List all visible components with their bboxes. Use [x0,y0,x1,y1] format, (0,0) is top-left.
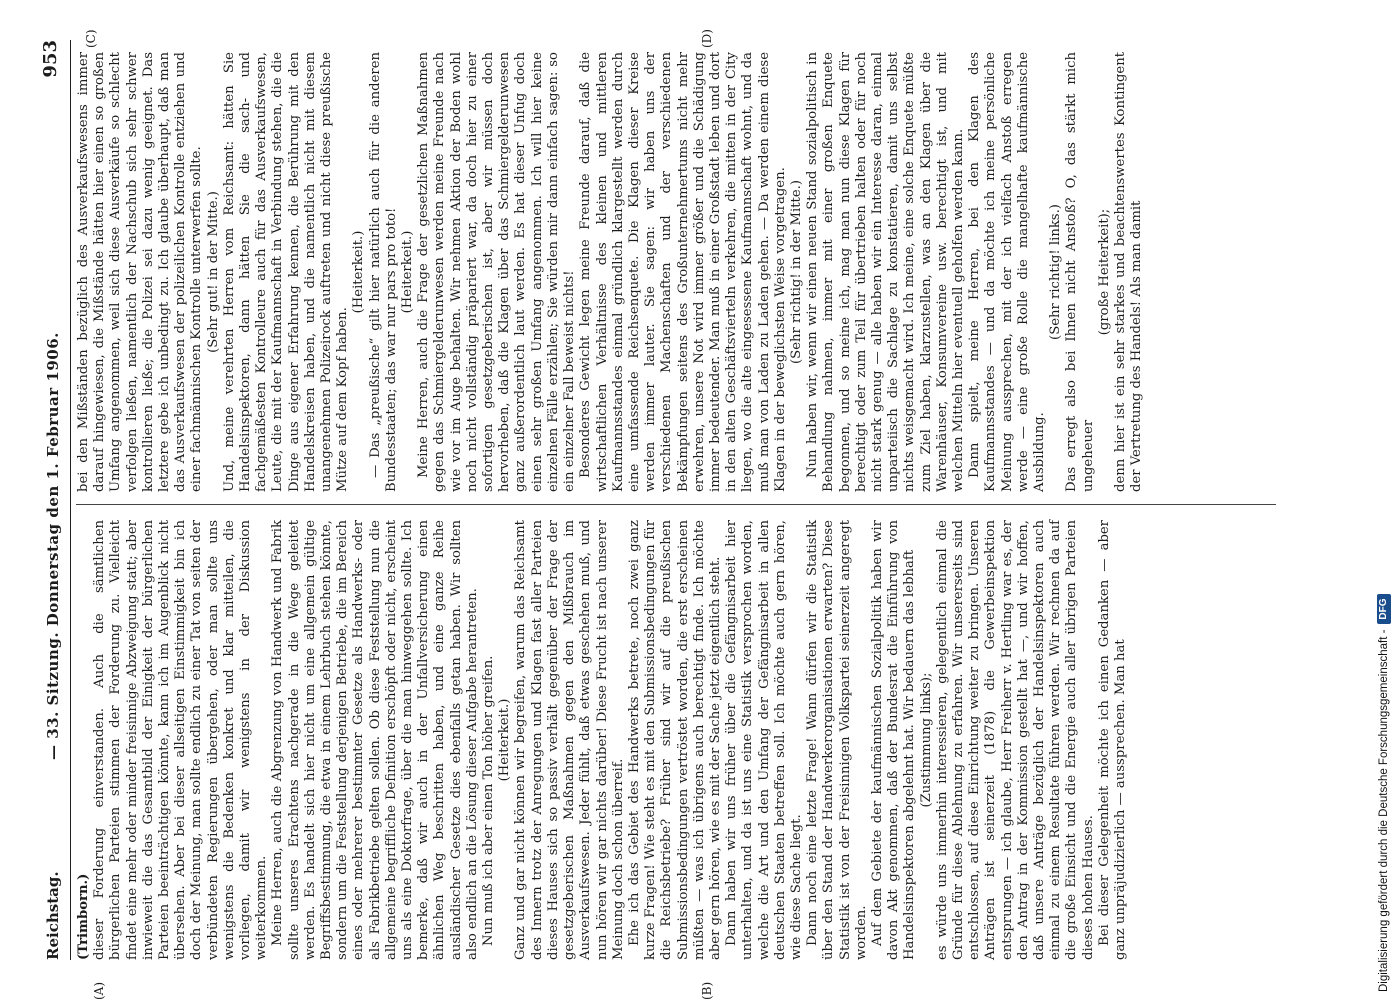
right-column [76,52,1276,492]
digitization-sidebar [1349,8,1390,992]
page-number: 953 [40,40,61,78]
margin-letter-c: (C) [84,29,98,48]
margin-letter-b: (B) [700,981,714,1000]
paragraph: es würde uns immerhin interessieren, gelegentlich einmal die Gründe für diese Ablehnung zu erfahren. Wir unsererseits sind entschlossen, auf diese Einrichtung weiter zu bringen. Unseren Anträgen ist seinerzeit (1878) die Gewerbeinspektion entsprungen — ich glaube, Herr Freiherr v. Hertling war es, der den Antrag in der Kommission gestellt hat —, und wir hoffen, daß unsere Anträge bezüglich der Handelsinspektoren auch einmal zu einem Resultate führen werden. Wir rechnen da auf die große Einsicht und die Energie auch aller übrigen Parteien dieses hohen Hauses. [934,520,1096,960]
column-divider [76,504,1276,505]
paragraph: Besonderes Gewicht legen meine Freunde darauf, daß die wirtschaftlichen Verhältnisse des kleinen und mittleren Kaufmannsstandes einmal gründlich klargestellt werden durch eine umfassende Reichsenquete. Die Klagen dieser Kreise werden immer lauter. Sie sagen: wir haben uns der verschiedenen Machenschaften und der verschiedenen Bekämpfungen seitens des Großunternehmertums nicht mehr erwehren, unsere Not wird immer größer und die Schädigung immer bedeutender. Man muß in einer Großstadt leben und dort in den alten Geschäftsvierteln verkehren, die mitten in der City liegen, wo die alte eingesessene Kaufmannschaft wohnt, und da muß man von Laden zu Laden gehen. — Da werden einem diese Klagen in der beweglichsten Weise vorgetragen. [578,52,788,492]
page-header [40,40,68,960]
margin-letter-d: (D) [700,29,714,48]
digitization-credit [1373,8,1395,992]
paragraph: — Das „preußische“ gilt hier natürlich auch für die anderen Bundesstaaten; das war nur pars pro toto! [367,52,399,492]
left-column [76,520,1276,960]
paragraph: (Sehr richtig! in der Mitte.) [788,180,804,364]
paragraph: Ganz und gar nicht können wir begreifen, warum das Reichsamt des Innern trotz der Anregungen und Klagen fast aller Parteien dieses Hauses sich so passiv verhält gegenüber der Frage der gesetzgeberischen Maßnahmen gegen den Mißbrauch im Ausverkaufswesen. Jeder fühlt, daß etwas geschehen muß, und nun hören wir gar nichts darüber! Diese Frucht ist nach unserer Meinung doch schon überreif. [513,520,626,960]
margin-letter-a: (A) [92,981,106,1000]
paragraph: Das erregt also bei Ihnen nicht Anstoß? O, das stärkt mich ungeheuer [1064,52,1096,492]
paragraph: bei den Mißständen bezüglich des Ausverkaufswesens immer darauf hingewiesen, die Mißstände hätten hier einen so großen Umfang angenommen, weil sich diese Ausverkäufe so schlecht verfolgen ließen, namentlich der Nachschub sich sehr schwer kontrollieren ließe; die Polizei sei dazu wenig geeignet. Das letztere gebe ich unbedingt zu. Ich glaube überhaupt, daß man das Ausverkaufswesen der polizeilichen Kontrolle entziehen und einer fachmännischen Kontrolle unterwerfen sollte. [76,52,205,492]
paragraph: Meine Herren, auch die Frage der gesetzlichen Maßnahmen gegen das Schmiergelderunwesen werden meine Freunde nach wie vor im Auge behalten. Wir nehmen Aktion der Boden wohl noch nicht vollständig präpariert war, da doch hier zu einer sofortigen gesetzgeberischen ist, aber wir müssen doch hervorheben, daß die Klagen über das Schmiergelderunwesen ganz außerordentlich laut werden. Es hat dieser Unfug doch einen sehr großen Umfang angenommen. Ich will hier keine einzelnen Fälle erzählen; Sie würden mir dann einfach sagen: so ein einzelner Fall beweist nichts! [416,52,578,492]
rotated-page [40,29,1320,1000]
paragraph: Dann spielt, meine Herren, bei den Klagen des Kaufmannsstandes — und da möchte ich meine persönliche Meinung aussprechen, mit der ich vielfach Anstoß erregen werde — eine große Rolle die mangelhafte kaufmännische Ausbildung. [967,52,1047,492]
header-left: Reichstag. [44,871,62,960]
paragraph: Ehe ich das Gebiet des Handwerks betrete, noch zwei ganz kurze Fragen! Wie steht es mit den Submissionsbedingungen für die Reichsbetriebe? Früher sind wir auf die preußischen Submissionsbedingungen vertröstet worden, die erst erscheinen müßten — was ich übrigens auch berechtigt finde. Ich möchte aber gern hören, wie es mit der Sache jetzt eigentlich steht. [626,520,723,960]
paragraph: (Heiterkeit.) [497,698,513,782]
header-rule [70,40,71,960]
paragraph: (Zustimmung links); [918,672,934,808]
paragraph: (Sehr richtig! links.) [1048,204,1064,340]
paragraph: Nun muß ich aber einen Ton höher greifen. [481,655,497,946]
paragraph: Meine Herren, auch die Abgrenzung von Handwerk und Fabrik sollte unseres Erachtens nachgerade in die Wege geleitet werden. Es handelt sich hier nicht um eine allgemein gültige Begriffsbestimmung, die etwa in einem Lehrbuch stehen könnte, sondern um die Feststellung derjenigen Betriebe, die im Bereich eines oder mehrerer bestimmter Gesetze als Handwerks- oder als Fabrikbetriebe gelten sollen. Ob diese Feststellung nun die allgemeine begriffliche Definition erschöpft oder nicht, erscheint uns als eine Doktorfrage, über die man hinweggehen sollte. Ich bemerke, daß wir auch in der Unfallversicherung einen ähnlichen Weg beschritten haben, und eine ganze Reihe ausländischer Gesetze dies ebenfalls getan haben. Wir sollten also endlich an die Lösung dieser Aufgabe herantreten. [270,520,480,960]
paragraph: Nun haben wir, wenn wir einen neuen Stand sozialpolitisch in Behandlung nahmen, immer mit einer großen Enquete begonnen, und so meine ich, mag man nun diese Klagen für berechtigt oder zum Teil für übertrieben halten oder für noch nicht stark genug — alle haben wir ein Interesse daran, einmal unparteiisch die Sachlage zu konstatieren, damit uns selbst nichts weisgemacht wird. Ich meine, eine solche Enquete müßte zum Ziel haben, klarzustellen, was an den Klagen über die Warenhäuser, Konsumvereine usw. berechtigt ist, und mit welchen Mitteln hier eventuell geholfen werden kann. [805,52,966,492]
paragraph: Dann haben wir uns früher über die Gefängnisarbeit hier unterhalten, und da ist uns eine Statistik versprochen worden, welche die Art und den Umfang der Gefängnisarbeit in allen deutschen Staaten betreffen soll. Ich möchte auch gern hören, wie diese Sache liegt. [724,520,804,960]
paragraph: (große Heiterkeit); [1096,208,1112,336]
header-center: — 33. Sitzung. Donnerstag den 1. Februar 1906. [44,332,62,760]
paragraph: dieser Forderung einverstanden. Auch die sämtlichen bürgerlichen Parteien stimmen der Forderung zu. Vielleicht findet eine mehr oder minder freisinnige Abzweigung statt; aber inwieweit die das Gesamtbild der Einigkeit der bürgerlichen Parteien beeinträchtigen könnte, kann ich im Augenblick nicht übersehen. Aber bei dieser allseitigen Einstimmigkeit bin ich doch der Meinung, man sollte endlich zu einer Tat von seiten der verbündeten Regierungen übergehen, oder man sollte uns wenigstens die Bedenken konkret und klar mitteilen, die vorliegen, damit wir wenigstens in der Diskussion weiterkommen. [92,520,270,960]
paragraph: Auf dem Gebiete der kaufmännischen Sozialpolitik haben wir davon Akt genommen, daß der Bundesrat die Einführung von Handelsinspektoren abgelehnt hat. Wir bedauern das lebhaft [869,520,918,960]
credit-text: Digitalisierung gefördert durch die Deutsche Forschungsgemeinschaft - [1378,629,1390,992]
paragraph: (Sehr gut! in der Mitte.) [205,191,221,353]
paragraph: Und, meine verehrten Herren vom Reichsamt: hätten Sie Handelsinspektoren, dann hätten Sie die sach- und fachgemäßesten Kontrolleure auch für das Ausverkaufswesen, Leute, die mit der Kaufmannschaft in Verbindung stehen, die die Dinge aus eigener Erfahrung kennen, die Berührung mit den Handelskreisen haben, und die namentlich nicht mit diesem unangenehmen Polizeirock auftreten und nicht diese preußische Mütze auf dem Kopf haben. [221,52,351,492]
paragraph: Bei dieser Gelegenheit möchte ich einen Gedanken — aber ganz unpräjudizierlich — aussprechen. Man hat [1096,520,1128,960]
paragraph: (Heiterkeit.) [351,230,367,314]
paragraph: (Heiterkeit.) [400,230,416,314]
dfg-logo: DFG [1377,594,1391,623]
paragraph: denn hier ist ein sehr starkes und beachtenswertes Kontingent der Vertretung des Handels! Als man damit [1113,52,1145,492]
paragraph: Dann noch eine letzte Frage! Wann dürfen wir die Statistik über den Stand der Handwerkerorganisationen erwarten? Diese Statistik ist von der Freisinnigen Volkspartei seinerzeit angeregt worden. [805,520,869,960]
paragraph: (Trimborn.) [76,873,91,960]
